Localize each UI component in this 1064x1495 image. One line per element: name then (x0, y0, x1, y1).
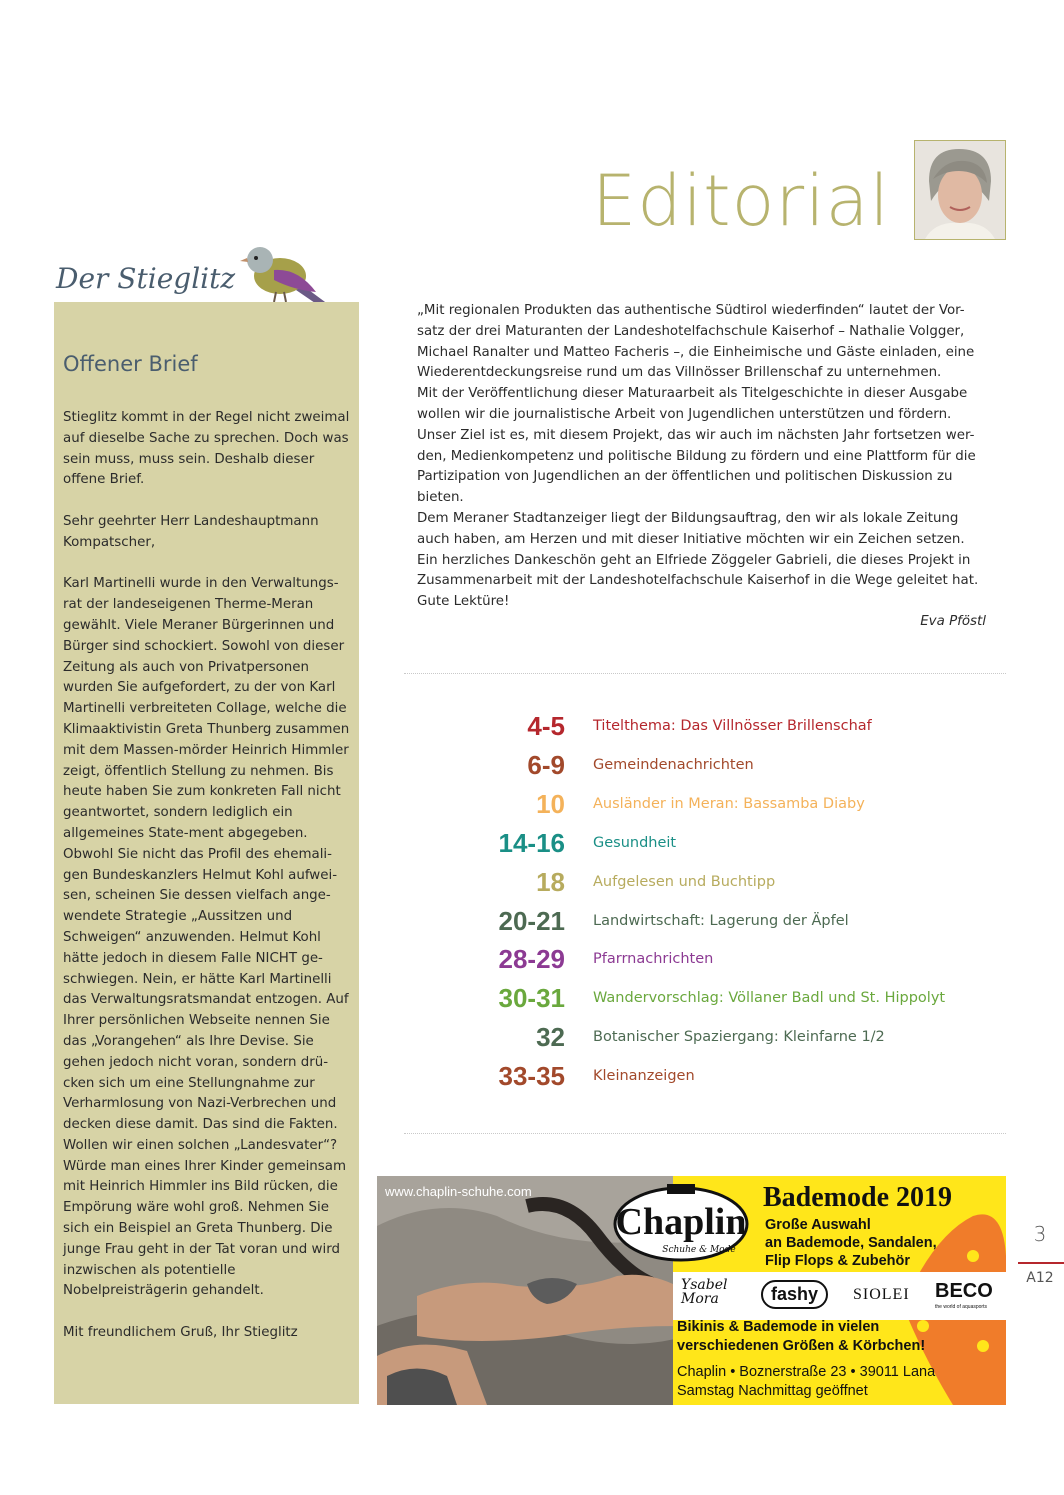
ad-subtext-line: an Bademode, Sandalen, (765, 1235, 937, 1251)
toc-row[interactable] (420, 942, 980, 976)
editorial-line: Dem Meraner Stadtanzeiger liegt der Bildungsauftrag, den wir als lokale Zeitung (417, 510, 959, 526)
editorial-title: Editorial (592, 160, 890, 242)
chaplin-advertisement[interactable] (377, 1176, 1006, 1405)
ad-subtext-line: Flip Flops & Zubehör (765, 1253, 910, 1269)
editorial-line: den, Medienkompetenz und politische Bildung zu fördern und eine Plattform für die (417, 448, 976, 464)
toc-page-range: 14-16 (498, 827, 565, 858)
editorial-line: Partizipation von Jugendlichen an der öffentlichen und politischen Diskussion zu (417, 469, 953, 485)
toc-page-range: 32 (536, 1022, 565, 1053)
toc-label: Wandervorschlag: Völlaner Badl und St. Hippolyt (593, 990, 946, 1007)
page-number: 3 (1033, 1222, 1047, 1246)
ad-subtext-line: Große Auswahl (765, 1217, 871, 1233)
brand-fashy: fashy (761, 1280, 828, 1309)
ad-bikini-text (677, 1318, 1003, 1356)
toc-page-range: 4-5 (527, 711, 565, 741)
page-number-rule (1018, 1262, 1064, 1264)
ad-brand-strip (673, 1272, 1006, 1320)
toc-page-range: 10 (536, 788, 565, 819)
toc-row[interactable] (420, 981, 980, 1015)
toc-label: Titelthema: Das Villnösser Brillenschaf (593, 718, 872, 734)
ad-subtext (765, 1216, 995, 1270)
editorial-line: satz der drei Maturanten der Landeshotelfachschule Kaiserhof – Nathalie Volgger, (417, 323, 965, 339)
editorial-signature: Eva Pföstl (920, 614, 986, 629)
chaplin-logo (611, 1178, 751, 1264)
editorial-line: Wiederentdeckungsreise rund um das Villnösser Brillenschaf zu unternehmen. (417, 365, 942, 381)
toc-row[interactable] (420, 1059, 980, 1093)
divider (404, 673, 1006, 674)
toc-page-range: 33-35 (498, 1061, 565, 1092)
toc-label: Gesundheit (593, 834, 677, 851)
editorial-line: Unser Ziel ist es, mit diesem Projekt, das wir auch im nächsten Jahr fortsetzen wer- (417, 427, 975, 443)
editorial-body (417, 301, 987, 613)
toc-label: Botanischer Spaziergang: Kleinfarne 1/2 (593, 1029, 885, 1046)
ad-address-line: Samstag Nachmittag geöffnet (677, 1383, 868, 1399)
toc-row[interactable] (420, 904, 980, 938)
brand-beco-tagline: the world of aquasports (935, 1304, 987, 1310)
editorial-line: Michael Ranalter und Matteo Facheris –, die Einheimische und Gäste einladen, eine (417, 344, 975, 360)
toc-label: Landwirtschaft: Lagerung der Äpfel (593, 912, 849, 929)
ad-headline: Bademode 2019 (763, 1182, 952, 1213)
ad-bikini-line: Bikinis & Bademode in vielen (677, 1319, 880, 1335)
toc-page-range: 28-29 (498, 944, 565, 975)
editorial-line: auch haben, am Herzen und mit dieser Initiative möchten wir ein Zeichen setzen. (417, 531, 965, 547)
editorial-line: Ein herzliches Dankeschön geht an Elfriede Zöggeler Gabrieli, die dieses Projekt in (417, 552, 971, 568)
editorial-line: bieten. (417, 490, 464, 506)
toc-label: Kleinanzeigen (593, 1068, 695, 1085)
ad-address (677, 1363, 1003, 1401)
toc-label: Gemeindenachrichten (593, 756, 754, 773)
toc-row[interactable] (420, 865, 980, 899)
editorial-line: Zusammenarbeit mit der Landeshotelfachschule Kaiserhof in die Wege geleitet hat. (417, 573, 979, 589)
editorial-line: wollen wir die journalistische Arbeit von Jugendlichen unterstützen und fördern. (417, 406, 952, 422)
author-portrait (914, 140, 1006, 240)
toc-label: Aufgelesen und Buchtipp (593, 873, 776, 890)
ad-bikini-line: verschiedenen Größen & Körbchen! (677, 1338, 926, 1354)
editorial-line: Gute Lektüre! (417, 594, 510, 610)
letter-body (63, 408, 353, 1365)
letter-title: Offener Brief (63, 352, 198, 376)
ad-address-line: Chaplin • Boznerstraße 23 • 39011 Lana (677, 1364, 936, 1380)
toc-page-range: 18 (536, 866, 565, 897)
toc-label: Pfarrnachrichten (593, 951, 714, 968)
sidebar-heading: Der Stieglitz (56, 262, 236, 295)
toc-page-range: 30-31 (498, 983, 565, 1014)
letter-paragraph: Mit freundlichem Gruß, Ihr Stieglitz (63, 1325, 298, 1341)
toc-row[interactable] (420, 826, 980, 860)
toc-page-range: 20-21 (498, 905, 565, 936)
letter-paragraph: Stieglitz kommt in der Regel nicht zweimal auf dieselbe Sache zu sprechen. Doch was sein muss, muss sein. Deshalb dieser offene Brief. (63, 410, 350, 488)
toc-row[interactable] (420, 1020, 980, 1054)
brand-ysabel-mora: Ysabel Mora (681, 1277, 728, 1307)
chaplin-logo-sub: Schuhe & Mode (662, 1245, 736, 1255)
page-code: A12 (1026, 1270, 1054, 1286)
ad-url[interactable]: www.chaplin-schuhe.com (385, 1184, 532, 1199)
chaplin-logo-text: Chaplin (615, 1201, 747, 1243)
toc-row[interactable] (420, 787, 980, 821)
toc-row[interactable] (420, 709, 980, 743)
editorial-line: „Mit regionalen Produkten das authentische Südtirol wiederfinden“ lautet der Vor- (417, 303, 965, 318)
letter-paragraph: Karl Martinelli wurde in den Verwaltungs-rat der landeseigenen Therme-Meran gewählt. Viele Meraner Bürgerinnen und Bürger sind schockiert. Sowohl von dieser Zeitung als auch von Privatpersonen wurden Sie aufgefordert, zu der von Karl Martinelli verbreiteten Collage, welche die Klimaaktivistin Greta Thunberg zusammen mit dem Massen-mörder Heinrich Himmler zeigt, öffentlich Stellung zu nehmen. Bis heute haben Sie zum konkreten Fall nicht geantwortet, sondern lediglich ein allgemeines State-ment abgegeben. Obwohl Sie nicht das Profil des ehemali-gen Bundeskanzlers Helmut Kohl aufwei-sen, scheinen Sie dessen vielfach ange-wendete Strategie „Aussitzen und Schweigen“ anzuwenden. Helmut Kohl hätte jedoch in diesem Falle NICHT ge-schwiegen. Nein, er hätte Karl Martinelli das Verwaltungsratsmandat entzogen. Auf Ihrer persönlichen Webseite nennen Sie das „Vorangehen“ als Ihre Devise. Sie gehen jedoch nicht voran, sondern drü-cken sich um eine Stellungnahme zur Verharmlosung von Nazi-Verbrechen und decken diese damit. Das sind die Fakten. Wollen wir einen solchen „Landesvater“? Würde man eines Ihrer Kinder gemeinsam mit Heinrich Himmler ins Bild rücken, die Empörung wäre wohl groß. Nehmen Sie sich ein Beispiel an Greta Thunberg. Die junge Frau geht in der Tat voran und wird inzwischen als potentielle Nobelpreisträgerin gehandelt. (63, 576, 350, 1299)
toc-page-range: 6-9 (527, 749, 565, 780)
letter-paragraph: Sehr geehrter Herr Landeshauptmann Kompatscher, (63, 513, 319, 550)
editorial-line: Mit der Veröffentlichung dieser Maturaarbeit als Titelgeschichte in dieser Ausgabe (417, 386, 968, 402)
toc-row[interactable] (420, 748, 980, 782)
divider (404, 1133, 1006, 1134)
brand-siolei: SIOLEI (853, 1286, 910, 1303)
brand-beco: BECO (935, 1280, 993, 1302)
toc-label: Ausländer in Meran: Bassamba Diaby (593, 795, 865, 812)
